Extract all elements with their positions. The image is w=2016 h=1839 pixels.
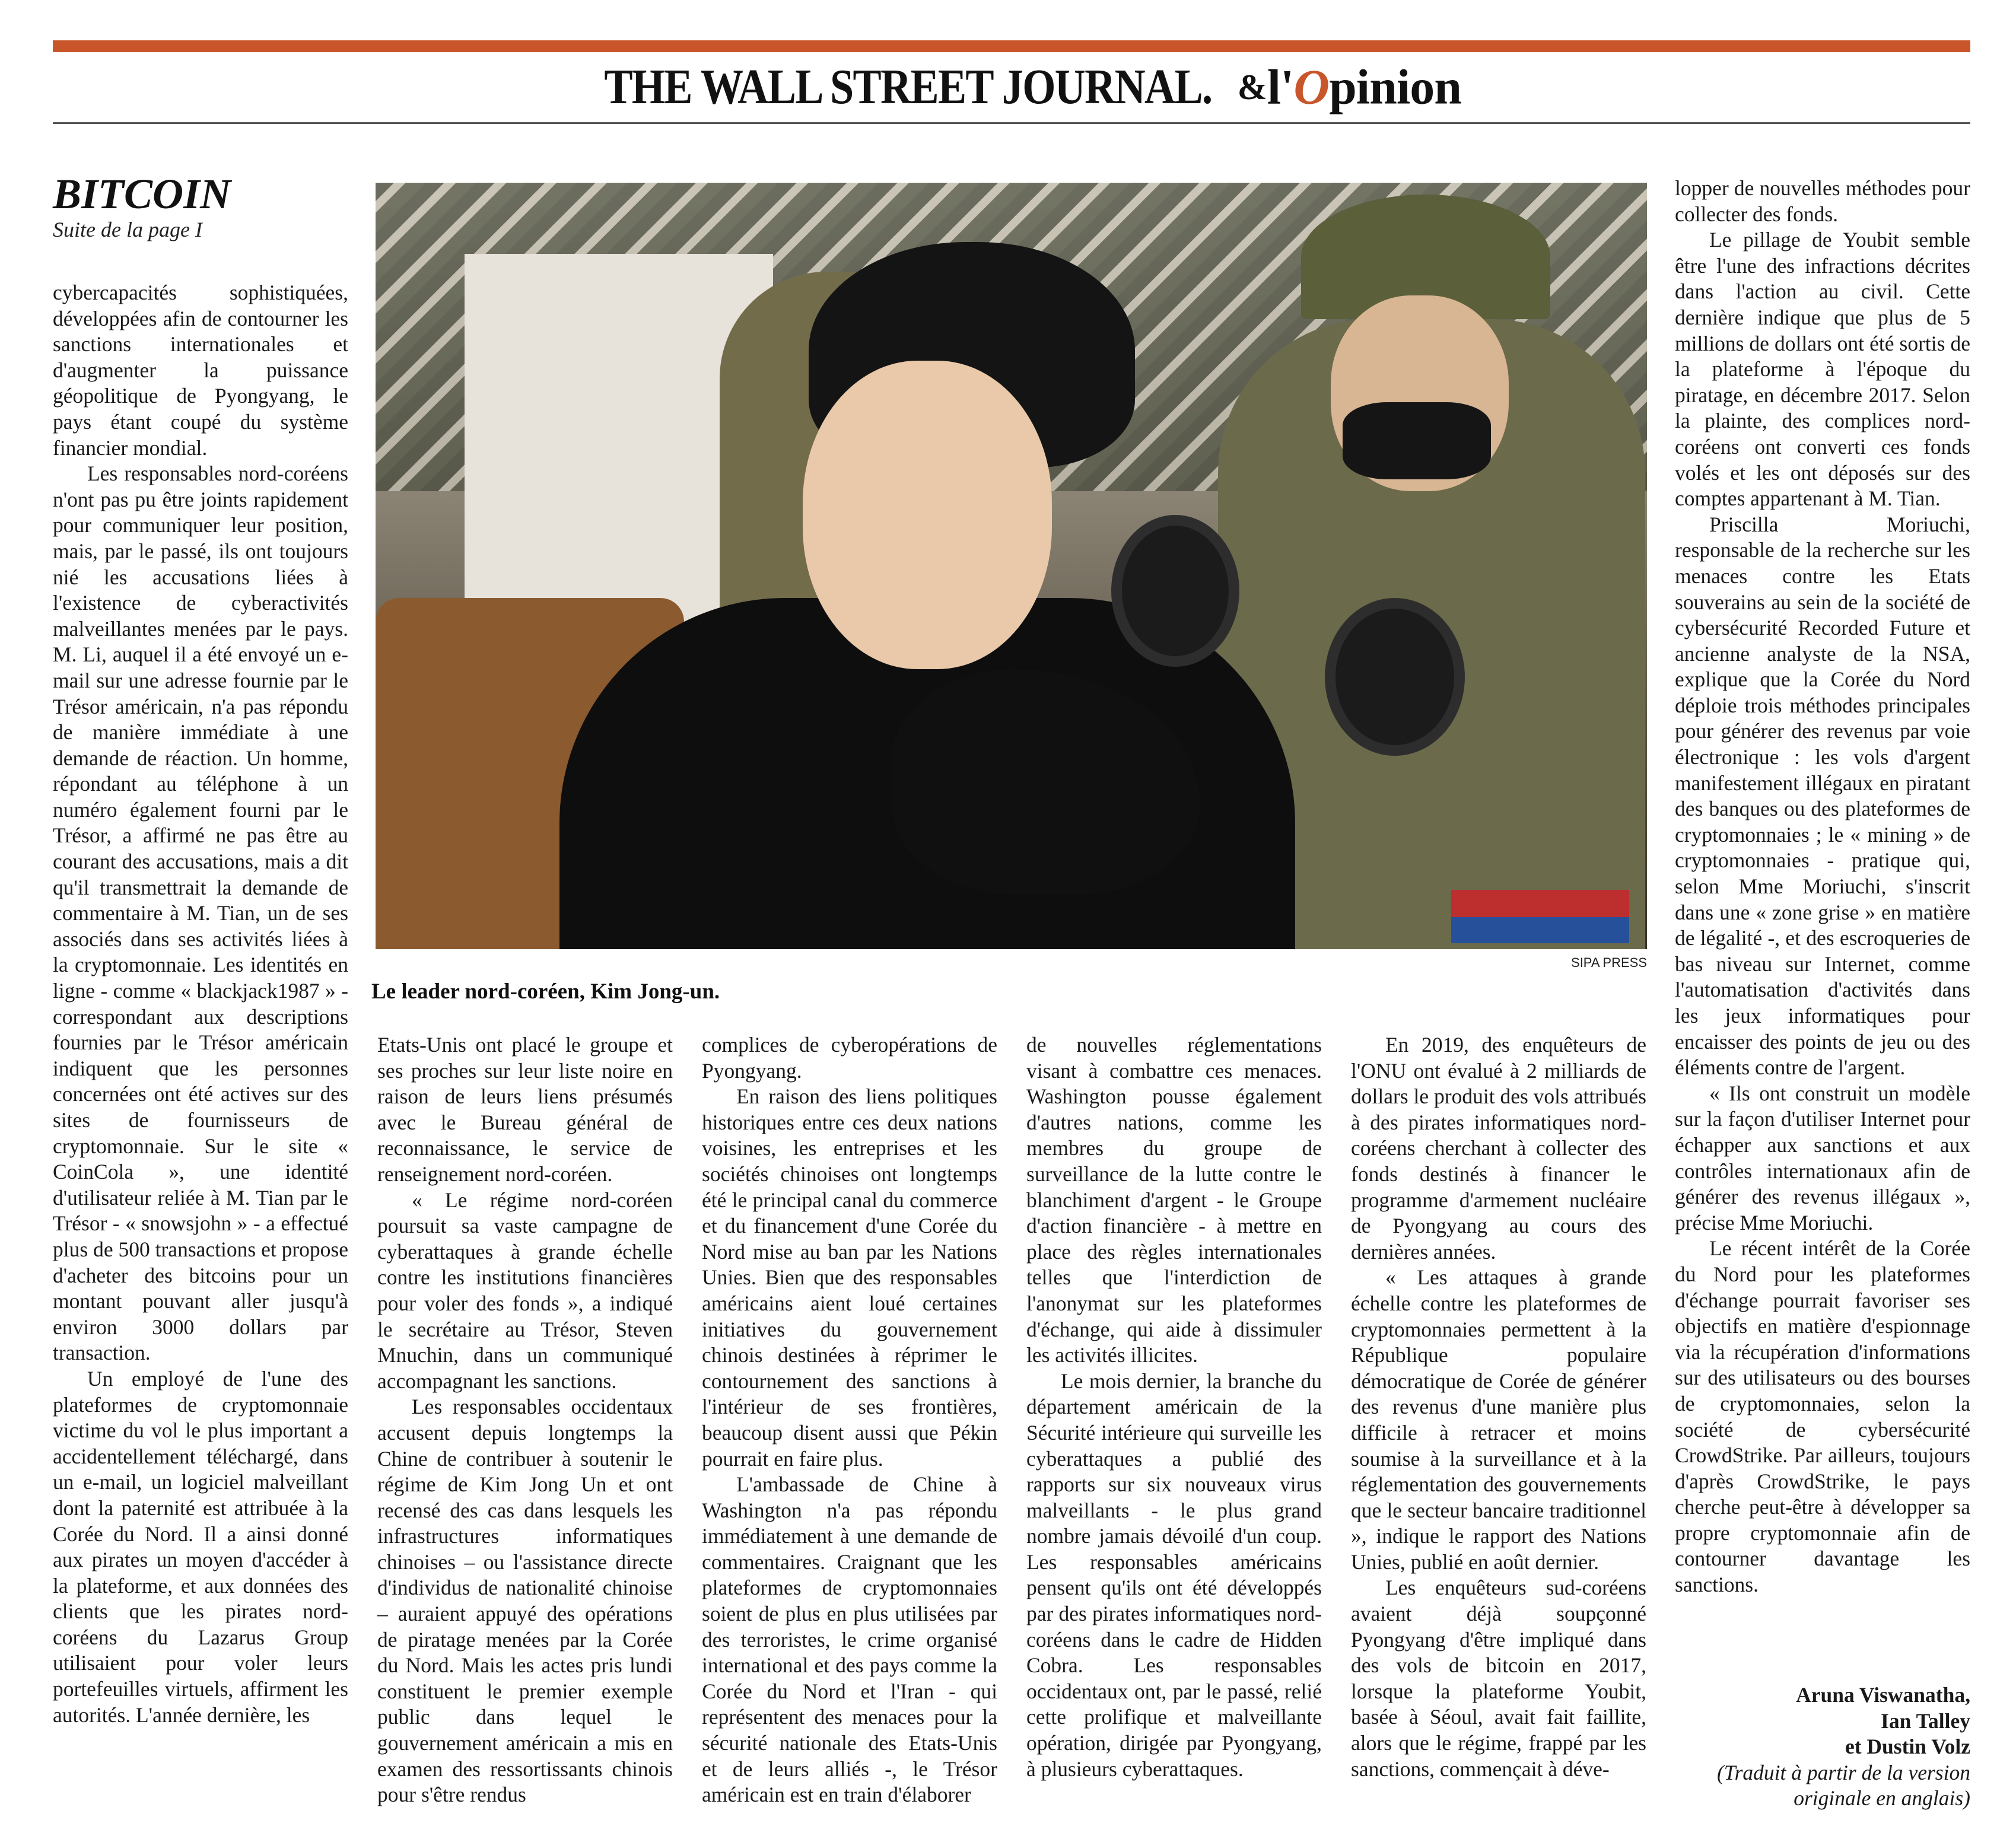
- masthead-lop-o: O: [1293, 59, 1330, 115]
- masthead-ampersand: &: [1237, 67, 1267, 107]
- paragraph: Etats-Unis ont placé le groupe et ses proches sur leur liste noire en raison de leurs liens présumés avec le Bureau général de reconnaissance, le service de renseignement nord-coréen.: [377, 1033, 673, 1186]
- paragraph: complices de cyberopérations de Pyongyang.: [702, 1033, 997, 1083]
- paragraph: Le récent intérêt de la Corée du Nord pour les plateformes d'échange pourrait favoriser ses objectifs en matière d'espionnage via la récupération d'informations sur des utilisateurs ou des bourses de cryptomonnaies, selon la société de cybersécurité CrowdStrike. Par ailleurs, toujours d'après CrowdStrike, le pays cherche peut-être à développer sa propre cryptomonnaie afin de contourner davantage les sanctions.: [1675, 1236, 1970, 1597]
- binoculars-icon: [1111, 515, 1239, 667]
- paragraph: lopper de nouvelles méthodes pour collecter des fonds.: [1675, 176, 1970, 226]
- paragraph: de nouvelles réglementations visant à combattre ces menaces. Washington pousse également d'autres nations, comme les membres du groupe de surveillance de la lutte contre le blanchiment d'argent - le Groupe d'action financière - à mettre en place des règles internationales telles que l'interdiction de l'anonymat sur les plateformes d'échange, qui aide à dissimuler les activités illicites.: [1026, 1033, 1322, 1367]
- kcna-logo-icon: [1451, 890, 1629, 943]
- masthead-rule: [53, 122, 1970, 124]
- article-photo: [376, 183, 1647, 949]
- article-column-2: [377, 1032, 673, 1808]
- article-column-5: [1351, 1032, 1646, 1782]
- paragraph: Priscilla Moriuchi, responsable de la recherche sur les menaces contre les Etats souverains au sein de la société de cybersécurité Recorded Future et ancienne analyste de la NSA, explique que la Corée du Nord déploie trois méthodes principales pour générer des revenus par voie électronique : les vols d'argent manifestement illégaux en piratant des banques ou des plateformes de cryptomonnaies ; le « mining » de cryptomonnaies - pratique qui, selon Mme Moriuchi, s'inscrit dans une « zone grise » en matière de légalité -, et des escroqueries de bas niveau sur Internet, comme l'automatisation d'activités dans les jeux informatiques pour encaisser des points de jeu ou des éléments contre de l'argent.: [1675, 512, 1970, 1080]
- paragraph: Le pillage de Youbit semble être l'une des infractions décrites dans l'action au civil. Cette dernière indique que plus de 5 millions de dollars ont été sortis de la plateforme à l'époque du piratage, en décembre 2017. Selon la plainte, des complices nord-coréens ont converti ces fonds volés et les ont déposés sur des comptes appartenant à M. Tian.: [1675, 228, 1970, 511]
- masthead-lop-rest: pinion: [1329, 59, 1461, 115]
- photo-mask: [1343, 402, 1491, 479]
- paragraph: Un employé de l'une des plateformes de cryptomonnaie victime du vol le plus important a accidentellement téléchargé, dans un e-mail, un logiciel malveillant dont la paternité est attribuée à la Corée du Nord. Il a ainsi donné aux pirates un moyen d'accéder à la plateforme, et aux données des clients que les pirates nord-coréens du Lazarus Group utilisaient pour voler leurs portefeuilles virtuels, affirment les autorités. L'année dernière, les: [53, 1366, 348, 1727]
- paragraph: En 2019, des enquêteurs de l'ONU ont évalué à 2 milliards de dollars le produit des vols attribués à des pirates informatiques nord-coréens cherchant à collecter des fonds destinés à financer le programme d'armement nucléaire de Pyongyang au cours des dernières années.: [1351, 1033, 1646, 1264]
- top-accent-rule: [53, 40, 1970, 52]
- paragraph: « Ils ont construit un modèle sur la façon d'utiliser Internet pour échapper aux sanctions et aux contrôles internationaux afin de générer des revenus illégaux », précise Mme Moriuchi.: [1675, 1081, 1970, 1235]
- binoculars-lens: [1325, 598, 1465, 756]
- article-column-6: [1675, 176, 1970, 1598]
- paragraph: Les responsables nord-coréens n'ont pas pu être joints rapidement pour communiquer leur position, mais, par le passé, ils ont toujours nié les accusations liées à l'existence de cyberactivités malveillantes menées par le pays. M. Li, auquel il a été envoyé un e-mail sur une adresse fournie par le Trésor américain, n'a pas répondu de manière immédiate à une demande de réaction. Un homme, répondant au téléphone à un numéro également fourni par le Trésor, a affirmé ne pas être au courant des accusations, mais a dit qu'il transmettrait la demande de commentaire à M. Tian, un de ses associés dans ses activités liées à la cryptomonnaie. Les identités en ligne - comme « blackjack1987 » - correspondant aux descriptions fournies par le Trésor américain indiquent que les personnes concernées ont été actives sur des sites de fournisseurs de cryptomonnaie. Sur le site « CoinCola », une identité d'utilisateur reliée à M. Tian par le Trésor - « snowsjohn » - a effectué plus de 500 transactions et propose d'acheter des bitcoins pour un montant pouvant aller jusqu'à environ 3000 dollars par transaction.: [53, 462, 348, 1365]
- article-kicker-subtitle: Suite de la page I: [53, 218, 202, 241]
- article-column-1: [53, 280, 348, 1728]
- paragraph: cybercapacités sophistiquées, développées afin de contourner les sanctions internationales et d'augmenter la puissance géopolitique de Pyongyang, le pays étant coupé du système financier mondial.: [53, 281, 348, 460]
- translation-note: (Traduit à partir de la version originale en anglais): [1716, 1760, 1970, 1811]
- paragraph: « Les attaques à grande échelle contre les plateformes de cryptomonnaies permettent à la République populaire démocratique de Corée de générer des revenus d'une manière plus difficile à retracer et moins soumise à la surveillance et à la réglementation des gouvernements que le secteur bancaire traditionnel », indique le rapport des Nations Unies, publié en août dernier.: [1351, 1265, 1646, 1574]
- masthead-wsj: THE WALL STREET JOURNAL.: [604, 59, 1212, 114]
- masthead-lop-prefix: l': [1267, 59, 1294, 115]
- byline: [1675, 1682, 1970, 1812]
- byline-author-2: Ian Talley: [1881, 1708, 1970, 1733]
- paragraph: Le mois dernier, la branche du département américain de la Sécurité intérieure qui surveille les cyberattaques a publié des rapports sur six nouveaux virus malveillants - le plus grand nombre jamais dévoilé d'un coup. Les responsables américains pensent qu'ils ont été développés par des pirates informatiques nord-coréens dans le cadre de Hidden Cobra. Les responsables occidentaux ont, par le passé, relié cette prolifique et malveillante opération, dirigée par Pyongyang, à plusieurs cyberattaques.: [1026, 1369, 1322, 1781]
- photo-credit: SIPA PRESS: [1571, 955, 1647, 970]
- article-kicker: BITCOIN: [53, 170, 231, 218]
- masthead-lopinion: [1267, 60, 1461, 115]
- paragraph: « Le régime nord-coréen poursuit sa vaste campagne de cyberattaques à grande échelle contre les institutions financières pour voler des fonds », a indiqué le secrétaire au Trésor, Steven Mnuchin, dans un communiqué accompagnant les sanctions.: [377, 1188, 673, 1393]
- byline-author-3: et Dustin Volz: [1845, 1735, 1970, 1759]
- byline-author-1: Aruna Viswanatha,: [1796, 1683, 1970, 1707]
- paragraph: Les responsables occidentaux accusent depuis longtemps la Chine de contribuer à soutenir le régime de Kim Jong Un et ont recensé des cas dans lesquels les infrastructures informatiques chinoises – ou l'assistance directe d'individus de nationalité chinoise – auraient appuyé des opérations de piratage menées par la Corée du Nord. Mais les actes pris lundi constituent le premier exemple public dans lequel le gouvernement américain a mis en examen des ressortissants chinois pour s'être rendus: [377, 1395, 673, 1807]
- paragraph: Les enquêteurs sud-coréens avaient déjà soupçonné Pyongyang d'être impliqué dans des vols de bitcoin en 2017, lorsque la plateforme Youbit, basée à Séoul, avait fait faillite, alors que le régime, frappé par les sanctions, commençait à déve-: [1351, 1576, 1646, 1781]
- masthead: [0, 55, 2016, 120]
- paragraph: En raison des liens politiques historiques entre ces deux nations voisines, les entreprises et les sociétés chinoises ont longtemps été le principal canal du commerce et du financement d'une Corée du Nord mise au ban par les Nations Unies. Bien que des responsables américains aient loué certaines initiatives du gouvernement chinois destinées à réprimer le contournement des sanctions à l'intérieur de ses frontières, beaucoup disent aussi que Pékin pourrait en faire plus.: [702, 1084, 997, 1471]
- paragraph: L'ambassade de Chine à Washington n'a pas répondu immédiatement à une demande de commentaires. Craignant que les plateformes de cryptomonnaies soient de plus en plus utilisées par des terroristes, le crime organisé international et des pays comme la Corée du Nord et l'Iran - qui représentent des menaces pour la sécurité nationale des Etats-Unis et de leurs alliés -, le Trésor américain est en train d'élaborer: [702, 1472, 997, 1807]
- article-column-4: [1026, 1032, 1322, 1782]
- photo-caption: Le leader nord-coréen, Kim Jong-un.: [371, 979, 720, 1004]
- article-column-3: [702, 1032, 997, 1808]
- photo-face: [803, 361, 1052, 669]
